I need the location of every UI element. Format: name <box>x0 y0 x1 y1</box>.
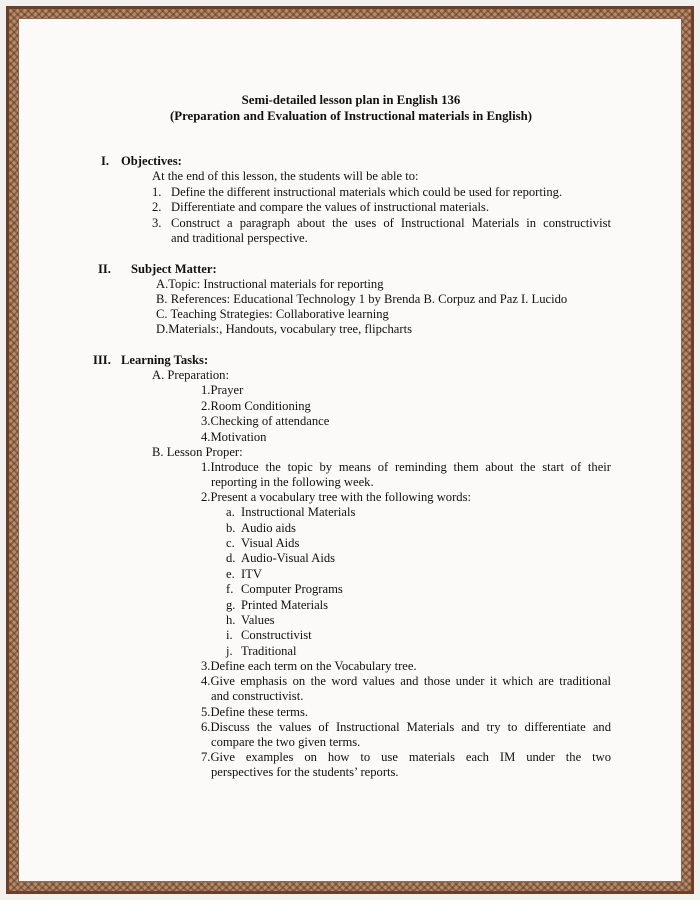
vocab-word: Values <box>241 613 275 627</box>
document-page <box>18 18 682 882</box>
vocab-letter: h. <box>226 613 236 627</box>
vocab-word: Computer Programs <box>241 582 343 596</box>
lesson-step: 1.Introduce the topic by means of reminding them about the start of their <box>201 460 611 474</box>
vocab-word: Audio aids <box>241 521 296 535</box>
vocab-word: Constructivist <box>241 628 312 642</box>
vocab-letter: i. <box>226 628 233 642</box>
objective-item: Construct a paragraph about the uses of Instructional Materials in constructivist <box>171 216 611 230</box>
preparation-item: 4.Motivation <box>201 430 267 444</box>
lesson-step: 5.Define these terms. <box>201 705 309 719</box>
objective-number: 1. <box>152 185 162 199</box>
subject-item: D.Materials:, Handouts, vocabulary tree, flipcharts <box>156 322 412 336</box>
objectives-intro: At the end of this lesson, the students will be able to: <box>152 169 419 183</box>
vocab-letter: g. <box>226 598 236 612</box>
lesson-step: 6.Discuss the values of Instructional Materials and try to differentiate and <box>201 720 611 734</box>
vocab-word: ITV <box>241 567 262 581</box>
vocab-letter: f. <box>226 582 234 596</box>
document-subtitle: (Preparation and Evaluation of Instructional materials in English) <box>169 109 533 123</box>
preparation-item: 2.Room Conditioning <box>201 399 311 413</box>
vocab-letter: b. <box>226 521 236 535</box>
subject-item: B. References: Educational Technology 1 by Brenda B. Corpuz and Paz I. Lucido <box>156 292 568 306</box>
vocab-word: Printed Materials <box>241 598 329 612</box>
vocab-letter: a. <box>226 505 235 519</box>
vocab-word: Traditional <box>241 644 297 658</box>
subject-item: C. Teaching Strategies: Collaborative learning <box>156 307 389 321</box>
objective-item-continuation: and traditional perspective. <box>171 231 308 245</box>
document-title: Semi-detailed lesson plan in English 136 <box>241 93 461 107</box>
vocab-letter: c. <box>226 536 235 550</box>
section-3-number: III. <box>93 353 111 367</box>
lesson-step-continuation: perspectives for the students’ reports. <box>211 765 399 779</box>
lesson-step: 7.Give examples on how to use materials each IM under the two <box>201 750 611 764</box>
lesson-step: 3.Define each term on the Vocabulary tree. <box>201 659 417 673</box>
vocab-word: Visual Aids <box>241 536 300 550</box>
subject-item: A.Topic: Instructional materials for reporting <box>156 277 384 291</box>
objective-item: Define the different instructional materials which could be used for reporting. <box>171 185 563 199</box>
lesson-step-continuation: compare the two given terms. <box>211 735 361 749</box>
section-2-heading: Subject Matter: <box>131 262 217 276</box>
vocab-word: Instructional Materials <box>241 505 356 519</box>
objective-item: Differentiate and compare the values of instructional materials. <box>171 200 489 214</box>
objective-number: 2. <box>152 200 162 214</box>
section-2-number: II. <box>98 262 111 276</box>
lesson-step: 4.Give emphasis on the word values and those under it which are traditional <box>201 674 611 688</box>
preparation-item: 1.Prayer <box>201 383 244 397</box>
lesson-step-continuation: and constructivist. <box>211 689 304 703</box>
lesson-proper-label: B. Lesson Proper: <box>152 445 243 459</box>
vocab-letter: e. <box>226 567 235 581</box>
vocab-word: Audio-Visual Aids <box>241 551 336 565</box>
section-1-heading: Objectives: <box>121 154 182 168</box>
section-3-heading: Learning Tasks: <box>121 353 209 367</box>
vocab-letter: j. <box>226 644 233 658</box>
lesson-step: 2.Present a vocabulary tree with the following words: <box>201 490 471 504</box>
vocab-letter: d. <box>226 551 236 565</box>
preparation-item: 3.Checking of attendance <box>201 414 330 428</box>
objective-number: 3. <box>152 216 162 230</box>
section-1-number: I. <box>101 154 110 168</box>
preparation-label: A. Preparation: <box>152 368 229 382</box>
lesson-step-continuation: reporting in the following week. <box>211 475 374 489</box>
